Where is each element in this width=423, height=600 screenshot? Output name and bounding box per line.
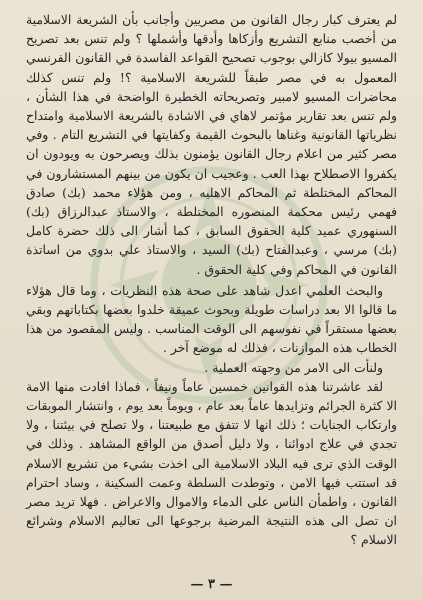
page-number: — ٣ — bbox=[190, 577, 233, 592]
paragraph-3: ولنأت الى الامر من وجهته العملية . bbox=[204, 359, 383, 375]
paragraph-2: والبحث العلمي اعدل شاهد على صحة هذه النظريات ، وما قال هؤلاء ما قالوا الا بعد دراسات طويلة وبحوث عميقة خلدوا بعضها بكتاباتهم وبقي بعضها مستقراً في نفوسهم الى الوقت المناسب . وليس المقصود من هذا الخطاب هذه الموازنات ، فذلك له موضع آخر . bbox=[26, 282, 397, 356]
body-text bbox=[26, 10, 397, 550]
paragraph-1: لم يعترف كبار رجال القانون من مصريين وأجانب بأن الشريعة الاسلامية من أخصب منابع التشريع وأزكاها وأدقها وأشملها ؟ ولم تنس بعد تصريح المسيو بيولا كازالي بوجوب تصحيح القواعد الفاسدة في القانون الفرنسي المعمول به في مصر طبقاً للشريعة الاسلامية ؟! ولم تنس كذلك محاضرات المسيو لامبير وتصريحاته الخطيرة الواضحة في هذا الشأن ، ولم تنس بعد تقارير مؤتمر لاهاي في الاشادة بالشريعة الاسلامية وامتداح نظرياتها القانونية وغناها بالبحوث القيمة وكفايتها في التشريع التام . وفي مصر كثير من اعلام رجال القانون يؤمنون بذلك ويصرحون به ويودون ان يكفروا الاصطلاح بهذا العب . وعجيب ان يكون من بينهم المستشارون في المحاكم المختلطة ثم المحاكم الاهليه ، ومن هؤلاء محمد (بك) صادق فهمي رئيس محكمة المنصوره المختلطة ، والاستاذ عبدالرزاق (بك) السنهوري عميد كلية الحقوق السابق ، كما أشار الى ذلك حضرة كامل (بك) مرسي ، وعبدالفتاح (بك) السيد ، والاستاذ علي بدوي من اساتذة القانون في المحاكم وفي كلية الحقوق . bbox=[26, 12, 397, 277]
paragraph-4: لقد عاشرتنا هذه القوانين خمسين عاماً ونيفاً ، فماذا افادت منها الامة الا كثرة الجرائم وتزايدها عاماً بعد عام ، ويوماً بعد يوم ، وانتشار الموبقات وارتكاب الجنايات ؛ ذلك انها لا تتفق مع طبيعتنا ، ولا تصلح في بيئتنا ، ولا تجدي في علاج ادوائنا ، ولا دليل أصدق من الواقع المشاهد . وذلك في الوقت الذي ترى فيه البلاد الاسلامية الى اخذت بشيء من تشريع الاسلام قد استتب فيها الامن ، وتوطدت السلطة وعمت السكينة ، وساد احترام القانون ، واطمأن الناس على الدماء والاموال والاعراض . فهلا تريد مصر ان تصل الى هذه النتيجة المرضية برجوعها الى تعاليم الاسلام وشرائع الاسلام ؟ bbox=[26, 378, 397, 548]
